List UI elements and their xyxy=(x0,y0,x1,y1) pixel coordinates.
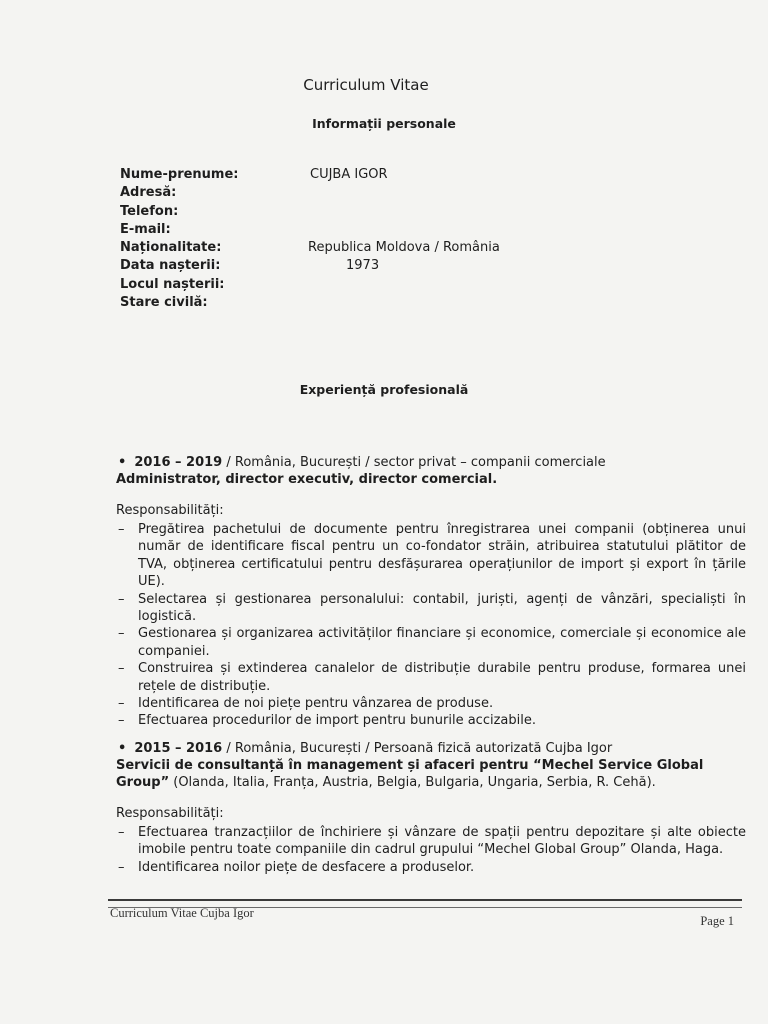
responsibility-text: Identificarea de noi piețe pentru vânzarea de produse. xyxy=(138,696,494,712)
field-row-civil-status xyxy=(120,294,500,312)
personal-info xyxy=(120,166,500,312)
field-row-name xyxy=(120,166,500,184)
experience-years: 2016 – 2019 xyxy=(134,455,223,470)
field-row-address xyxy=(120,184,500,202)
responsibility-text: Efectuarea procedurilor de import pentru bunurile accizabile. xyxy=(138,713,536,729)
document-title: Curriculum Vitae xyxy=(303,76,429,94)
experience-location: / România, București / Persoană fizică autorizată Cujba Igor xyxy=(222,741,613,756)
field-label: Data nașterii: xyxy=(120,258,221,274)
responsibilities-label: Responsabilități: xyxy=(116,503,224,518)
field-label: Stare civilă: xyxy=(120,295,208,311)
role-extra: (Olanda, Italia, Franța, Austria, Belgia, Bulgaria, Ungaria, Serbia, R. Cehă). xyxy=(169,775,656,790)
page-number: Page 1 xyxy=(700,914,734,928)
field-value: 1973 xyxy=(346,258,380,274)
experience-years: 2015 – 2016 xyxy=(134,741,223,756)
field-value: CUJBA IGOR xyxy=(310,167,388,182)
experience-location: / România, București / sector privat – companii comerciale xyxy=(222,455,606,470)
responsibility-text: Construirea și extinderea canalelor de distribuție durabile pentru produse, formarea unei rețele de distribuție. xyxy=(138,661,746,694)
experience-entry xyxy=(116,454,746,730)
responsibility-text: Pregătirea pachetului de documente pentru înregistrarea unei companii (obținerea unui număr de identificare fiscal pentru un co-fondator străin, atribuirea statutului plătitor de TVA, obținerea certificatului pentru desfășurarea operațiunilor de import și export în țările UE). xyxy=(138,522,746,590)
field-label: Telefon: xyxy=(120,203,179,219)
field-row-birth-date xyxy=(120,257,500,275)
experience-header xyxy=(116,740,746,757)
bullet-marker: • xyxy=(118,455,127,470)
experience-role xyxy=(116,471,746,488)
field-value: Republica Moldova / România xyxy=(308,240,500,256)
responsibility-text: Identificarea noilor piețe de desfacere a produselor. xyxy=(138,859,475,875)
experience-role xyxy=(116,757,746,791)
list-item: – Selectarea și gestionarea personalului: contabil, juriști, agenți de vânzări, specialiști în logistică. xyxy=(118,591,746,625)
responsibilities-label: Responsabilități: xyxy=(116,806,224,821)
responsibilities-list xyxy=(116,521,746,730)
role-title: Administrator, director executiv, director comercial. xyxy=(116,472,498,487)
role-title: Servicii de consultanță în management și afaceri pentru “Mechel Service Global Group” xyxy=(116,758,704,790)
list-item: – Construirea și extinderea canalelor de distribuție durabile pentru produse, formarea unei rețele de distribuție. xyxy=(118,661,746,694)
list-item: – Identificarea noilor piețe de desfacere a produselor. xyxy=(118,859,475,875)
field-row-nationality xyxy=(120,239,500,257)
list-item: – Efectuarea tranzacțiilor de închiriere și vânzare de spații pentru depozitare și alte obiecte imobile pentru toate companiile din cadrul grupului “Mechel Global Group” Olanda, Haga. xyxy=(118,825,746,858)
field-label: Nume-prenume: xyxy=(120,167,239,182)
experience-entry xyxy=(116,740,746,876)
experience-header xyxy=(116,454,746,471)
list-item: – Gestionarea și organizarea activităților financiare și economice, comerciale și economice ale companiei. xyxy=(118,626,746,659)
field-label: Locul nașterii: xyxy=(120,276,225,292)
field-label: E-mail: xyxy=(120,221,171,237)
footer-title: Curriculum Vitae Cujba Igor xyxy=(110,906,254,920)
field-row-phone xyxy=(120,203,500,221)
field-label: Adresă: xyxy=(120,185,177,201)
list-item: – Pregătirea pachetului de documente pentru înregistrarea unei companii (obținerea unui număr de identificare fiscal pentru un co-fondator străin, atribuirea statutului plătitor de TVA, obținerea certificatului pentru desfășurarea operațiunilor de import și export în țările UE). xyxy=(118,522,746,590)
personal-section-title: Informații personale xyxy=(312,116,456,131)
bullet-marker: • xyxy=(118,741,127,756)
list-item: – Identificarea de noi piețe pentru vânzarea de produse. xyxy=(118,696,494,712)
responsibility-text: Selectarea și gestionarea personalului: contabil, juriști, agenți de vânzări, specialiști în logistică. xyxy=(138,591,746,625)
field-row-email xyxy=(120,221,500,239)
field-row-birth-place xyxy=(120,276,500,294)
responsibility-text: Efectuarea tranzacțiilor de închiriere și vânzare de spații pentru depozitare și alte obiecte imobile pentru toate companiile din cadrul grupului “Mechel Global Group” Olanda, Haga. xyxy=(138,825,746,858)
field-label: Naționalitate: xyxy=(120,240,222,256)
responsibilities-list xyxy=(116,824,746,876)
experience-section-title: Experiență profesională xyxy=(299,382,469,397)
list-item: – Efectuarea procedurilor de import pentru bunurile accizabile. xyxy=(118,713,536,729)
responsibility-text: Gestionarea și organizarea activităților financiare și economice, comerciale și economice ale companiei. xyxy=(138,626,746,659)
